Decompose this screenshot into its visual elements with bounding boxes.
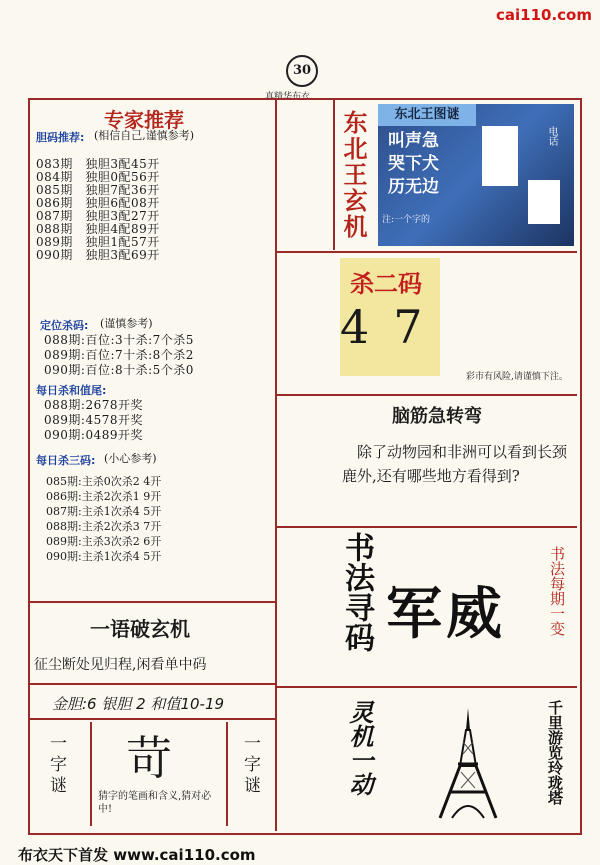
sum-label: 每日杀和值尾: xyxy=(36,384,107,397)
dan-list xyxy=(36,158,160,262)
jindan-text: 金胆:6 银胆 2 和值10-19 xyxy=(52,695,225,713)
tower-text: 千里游览玲珑塔 xyxy=(546,700,564,805)
dan-note: (相信自己,谨慎参考) xyxy=(94,129,195,142)
zimi-label-left: 一字谜 xyxy=(46,734,66,797)
zimi-character: 苛 xyxy=(126,731,172,785)
poster-blank xyxy=(528,180,560,224)
list-item: 088期:主杀2次杀3 7开 xyxy=(46,520,162,533)
center-divider xyxy=(275,100,277,831)
poster-line: 历无边 xyxy=(388,177,439,197)
pos-note: (谨慎参考) xyxy=(100,317,153,330)
riddle-title: 脑筋急转弯 xyxy=(392,406,482,427)
zimi-label-right: 一字谜 xyxy=(240,734,260,797)
dan-label: 胆码推荐: xyxy=(36,131,85,144)
divider xyxy=(277,526,577,528)
eiffel-tower-icon xyxy=(420,706,516,820)
yiyu-title: 一语破玄机 xyxy=(90,617,190,641)
logo-caption: 真精华布衣 xyxy=(265,92,311,102)
list-item: 090期:0489开奖 xyxy=(44,428,143,442)
list-item: 090期 独胆3配69开 xyxy=(36,248,160,262)
list-item: 086期:主杀2次杀1 9开 xyxy=(46,490,162,503)
list-item: 087期 独胆3配27开 xyxy=(36,209,160,223)
three-list xyxy=(46,474,161,564)
footer-text[interactable]: 布衣天下首发 www.cai110.com xyxy=(18,846,256,864)
list-item: 089期:主杀3次杀2 6开 xyxy=(46,535,162,548)
divider xyxy=(277,394,577,396)
divider xyxy=(226,722,228,826)
divider xyxy=(90,722,92,826)
poster-image xyxy=(378,104,574,246)
pos-label: 定位杀码: xyxy=(40,319,89,332)
kill-numbers: 47 xyxy=(340,300,447,354)
divider xyxy=(28,683,275,685)
three-note: (小心参考) xyxy=(104,452,157,465)
list-item: 089期 独胆1配57开 xyxy=(36,235,160,249)
site-url[interactable]: cai110.com xyxy=(496,6,592,24)
divider xyxy=(28,718,275,720)
divider xyxy=(277,251,577,253)
list-item: 085期:主杀0次杀2 4开 xyxy=(46,475,162,488)
list-item: 090期:主杀1次杀4 5开 xyxy=(46,550,162,563)
list-item: 085期 独胆7配36开 xyxy=(36,183,160,197)
list-item: 088期:百位:3十杀:7个杀5 xyxy=(44,333,194,347)
zimi-hint: 猜字的笔画和含义,猜对必中! xyxy=(98,791,212,815)
poster-note: 注:一个字的 xyxy=(382,215,431,225)
shufa-characters: 军威 xyxy=(386,581,506,647)
divider xyxy=(28,601,275,603)
list-item: 089期:百位:7十杀:8个杀2 xyxy=(44,348,194,362)
three-label: 每日杀三码: xyxy=(36,454,96,467)
divider xyxy=(277,686,577,688)
poster-tag: 电话 xyxy=(546,126,557,146)
list-item: 088期 独胆4配89开 xyxy=(36,222,160,236)
list-item: 086期 独胆6配08开 xyxy=(36,196,160,210)
poster-heading: 东北王图谜 xyxy=(378,104,476,126)
list-item: 089期:4578开奖 xyxy=(44,413,143,427)
poster-line: 叫声急 xyxy=(388,131,439,151)
shufa-note: 书法每期一变 xyxy=(548,546,566,636)
poster-lines xyxy=(388,130,439,199)
dongbeiwang-title: 东北王玄机 xyxy=(339,110,368,240)
expert-title: 专家推荐 xyxy=(104,108,184,132)
kill-title: 杀二码 xyxy=(350,270,422,298)
poster-blank xyxy=(482,126,518,186)
sum-list xyxy=(44,398,143,443)
list-item: 087期:主杀1次杀4 5开 xyxy=(46,505,162,518)
poster-line: 哭下犬 xyxy=(388,154,439,174)
list-item: 083期 独胆3配45开 xyxy=(36,157,160,171)
lingji-text: 灵机一动 xyxy=(345,700,374,796)
right-inner-divider xyxy=(333,100,335,250)
risk-note: 彩市有风险,请谨慎下注。 xyxy=(466,372,568,382)
list-item: 088期:2678开奖 xyxy=(44,398,143,412)
logo-badge: 30 xyxy=(286,55,318,87)
yiyu-text: 征尘断处见归程,闲看单中码 xyxy=(34,657,207,673)
list-item: 084期 独胆0配56开 xyxy=(36,170,160,184)
shufa-title: 书法寻码 xyxy=(339,532,374,652)
riddle-text: 除了动物园和非洲可以看到长颈鹿外,还有哪些地方看得到? xyxy=(342,443,568,485)
list-item: 090期:百位:8十杀:5个杀0 xyxy=(44,363,194,377)
pos-list xyxy=(44,333,194,378)
